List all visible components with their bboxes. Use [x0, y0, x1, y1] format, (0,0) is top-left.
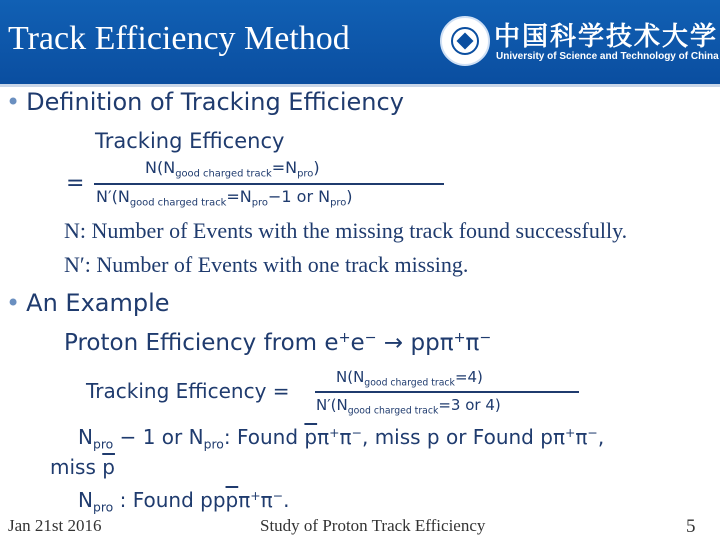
formula1-numerator: $N(N_{good charged track}=N_{pro})$: [145, 158, 320, 180]
formula2-numerator: $N(N_{good charged track}=4)$: [336, 368, 483, 389]
university-name-en: University of Science and Technology of China: [496, 51, 719, 62]
bullet-dot-icon: •: [6, 289, 21, 317]
n-definition: N: Number of Events with the missing track found successfully.: [64, 218, 628, 243]
bullet-definition: • Definition of Tracking Efficiency: [6, 88, 404, 116]
formula2-fraction-bar: [315, 391, 579, 393]
page-number: 5: [686, 516, 696, 537]
formula1-fraction-bar: [94, 183, 444, 185]
university-seal-icon: [440, 16, 490, 66]
formula1-denominator: $N'(N_{good charged track}=N_{pro}-1$ or $N_{pro}$): [96, 187, 353, 209]
formula2-lhs: Tracking Efficency =: [86, 379, 290, 403]
formula1-equals: =: [66, 171, 85, 196]
formula2-denominator: $N'(N_{good charged track}=3$ or 4): [316, 396, 501, 417]
slide-content: [0, 86, 720, 515]
footer-title: Study of Proton Track Efficiency: [260, 516, 486, 535]
miss-pbar-line: miss $\overline{p}$: [50, 455, 115, 479]
bullet-dot-icon: •: [6, 88, 21, 116]
university-name-cn: 中国科学技术大学: [494, 22, 719, 52]
bullet-example: • An Example: [6, 289, 170, 317]
nprime-definition: N′: Number of Events with one track missing.: [64, 252, 469, 277]
header-bar: [0, 0, 720, 87]
found-miss-line: $N_{pro} - 1$ or $N_{pro}$: Found $\overline{p}\pi^+\pi^-$, miss p or Found pπ+π−,: [78, 425, 605, 452]
formula1-lhs: Tracking Efficency: [95, 129, 285, 153]
footer-date: Jan 21st 2016: [8, 516, 102, 535]
slide-title: Track Efficiency Method: [8, 20, 350, 57]
found-all-line: $N_{pro}$ : Found $pp\overline{p}\pi^+\pi^-$.: [78, 488, 290, 515]
example-process: Proton Efficiency from e+e− → ppπ+π−: [64, 330, 492, 356]
